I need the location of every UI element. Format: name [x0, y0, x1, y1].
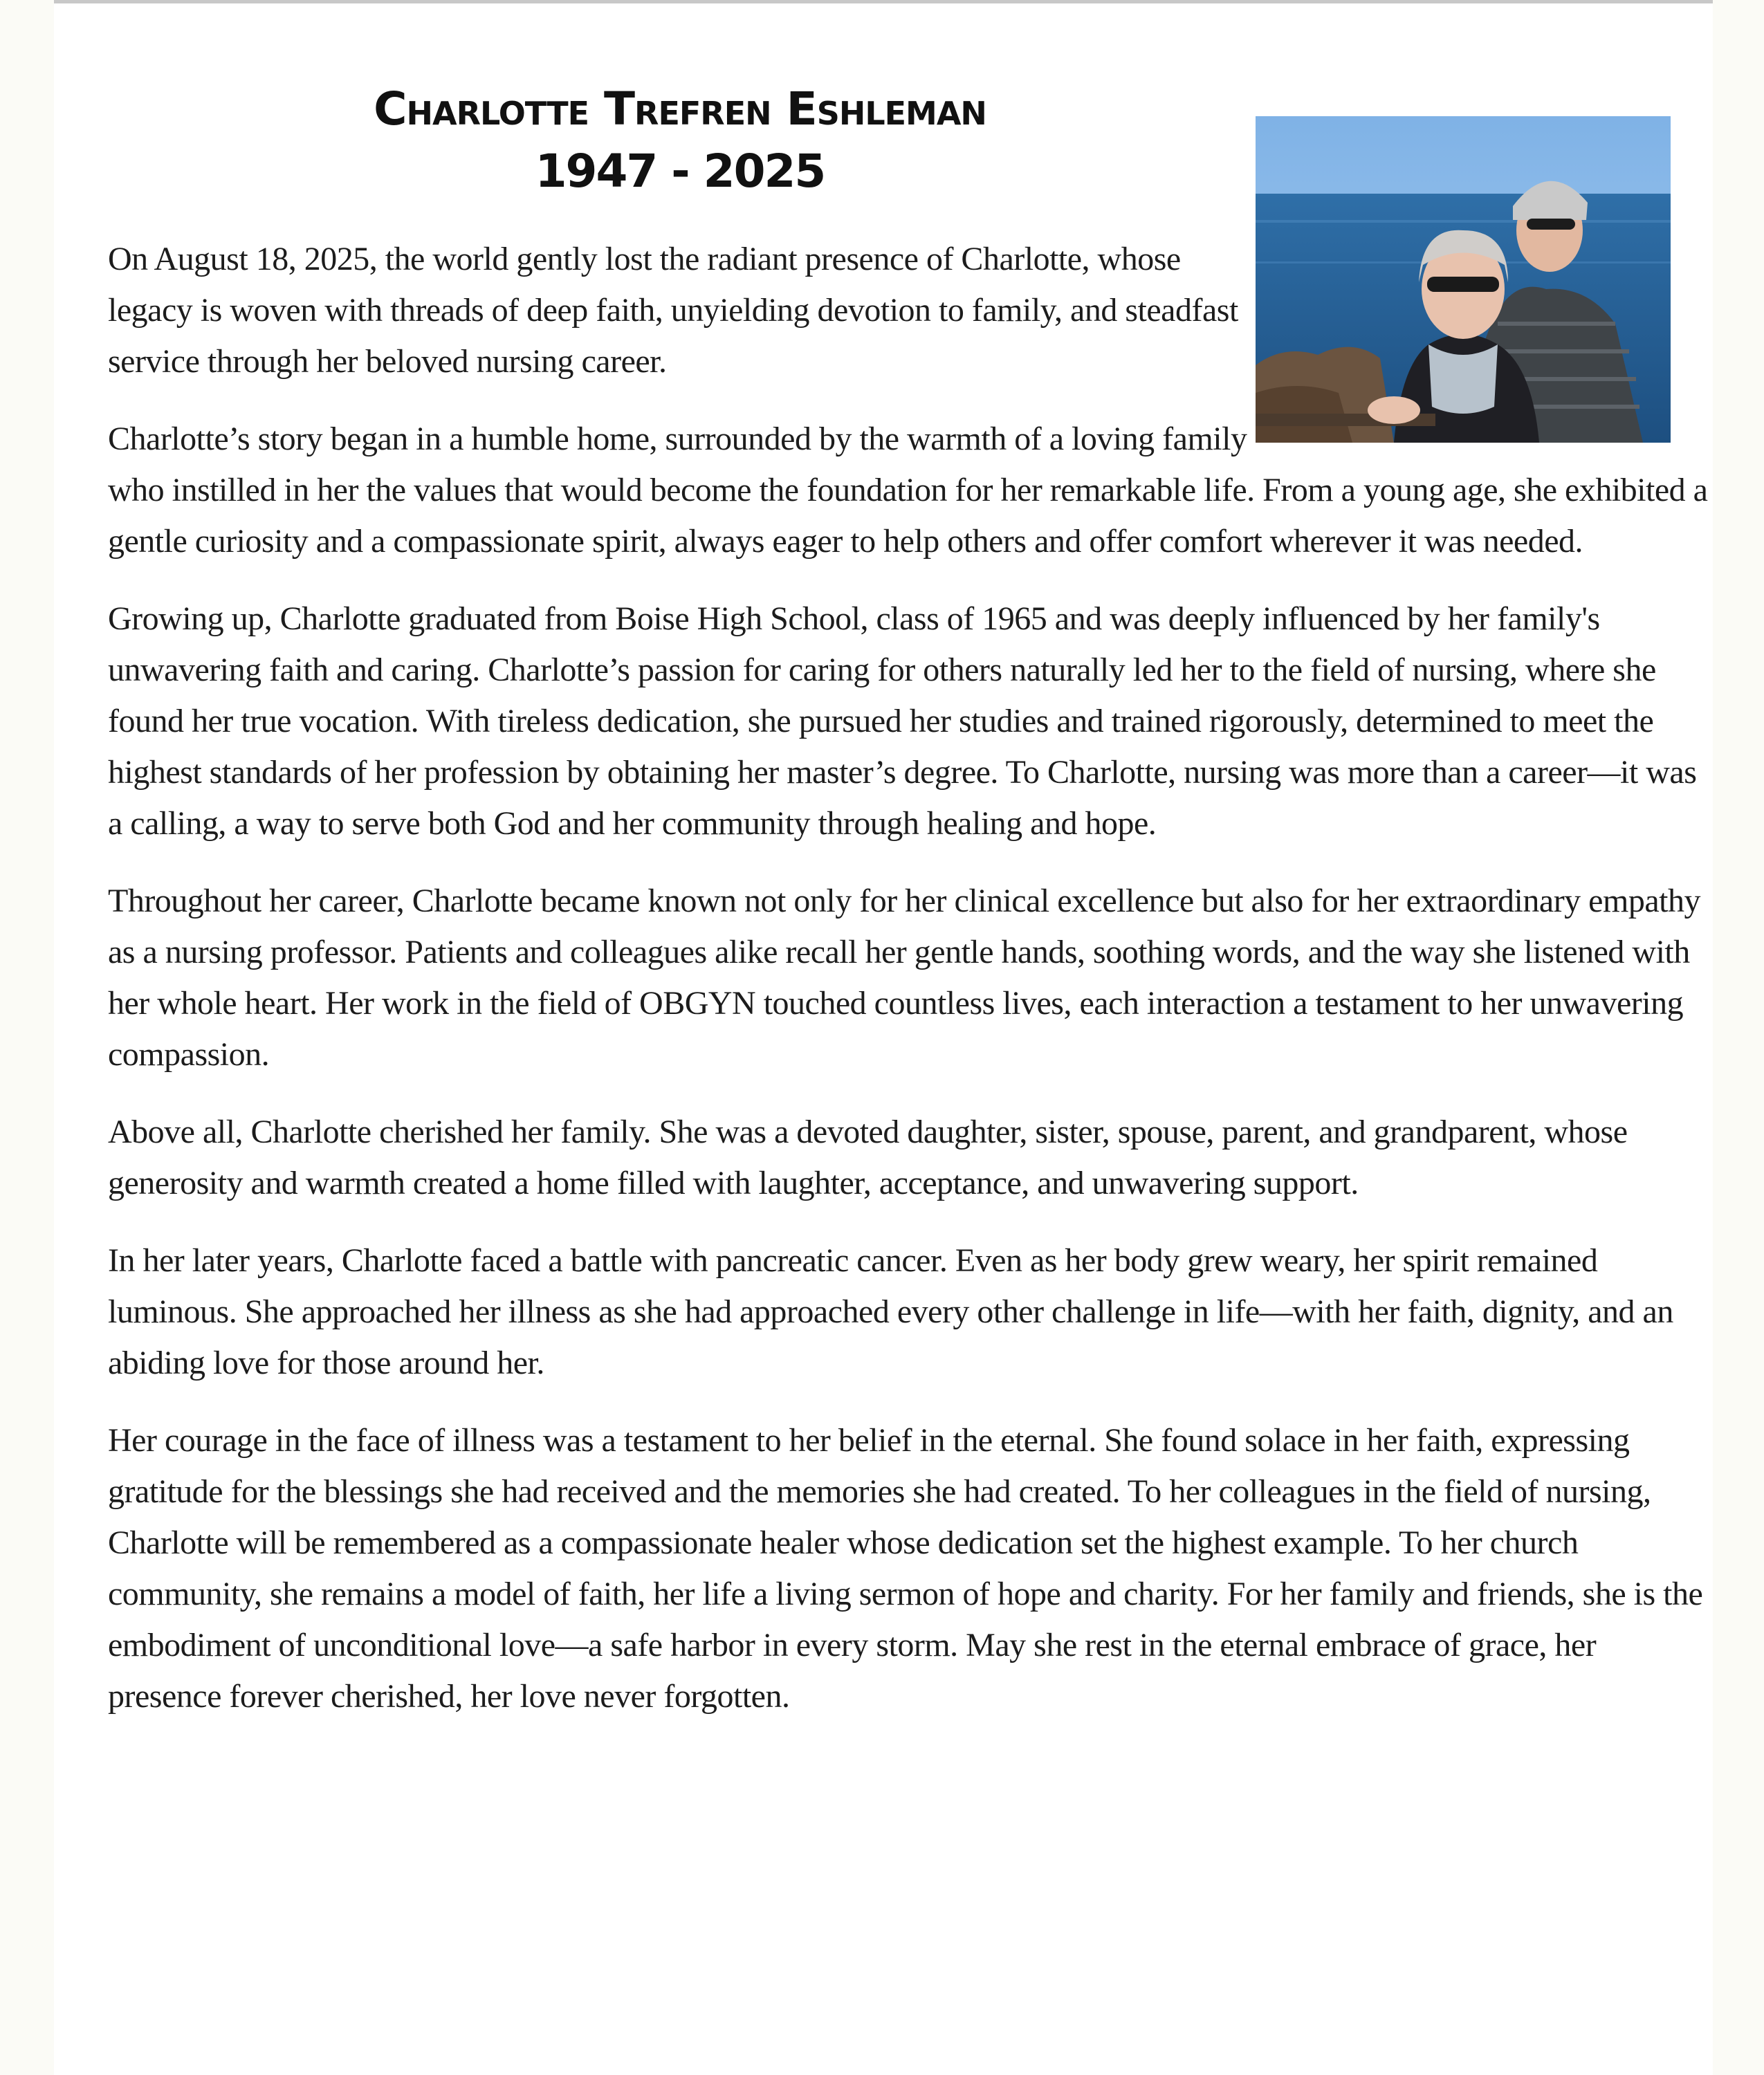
obituary-body: [108, 234, 1713, 1749]
top-divider: [54, 0, 1713, 3]
paragraph: Above all, Charlotte cherished her family. She was a devoted daughter, sister, spouse, parent, and grandparent, whose generosity and warmth created a home filled with laughter, acceptance, and unwavering support.: [108, 1114, 1628, 1201]
obituary-name: Charlotte Trefren Eshleman: [374, 82, 986, 136]
paragraph: In her later years, Charlotte faced a battle with pancreatic cancer. Even as her body grew weary, her spirit remained luminous. She approached her illness as she had approached every other challenge in life—with her faith, dignity, and an abiding love for those around her.: [108, 1242, 1673, 1381]
paragraph: Growing up, Charlotte graduated from Boise High School, class of 1965 and was deeply influenced by her family's unwavering faith and caring. Charlotte’s passion for caring for others naturally led her to the field of nursing, where she found her true vocation. With tireless dedication, she pursued her studies and trained rigorously, determined to meet the highest standards of her profession by obtaining her master’s degree. To Charlotte, nursing was more than a career—it was a calling, a way to serve both God and her community through healing and hope.: [108, 600, 1697, 842]
photo-wrap-spacer: [1256, 234, 1713, 452]
paragraph: On August 18, 2025, the world gently lost the radiant presence of Charlotte, whose legacy is woven with threads of deep faith, unyielding devotion to family, and steadfast service through her beloved nursing career.: [108, 241, 1238, 380]
paragraph: Charlotte’s story began in a humble home, surrounded by the warmth of a loving family who instilled in her the values that would become the foundation for her remarkable life. From a young age, she exhibited a gentle curiosity and a compassionate spirit, always eager to help others and offer comfort wherever it was needed.: [108, 421, 1708, 560]
obituary-years: 1947 - 2025: [535, 145, 825, 198]
obituary-page: [54, 0, 1713, 2075]
paragraph: Her courage in the face of illness was a testament to her belief in the eternal. She found solace in her faith, expressing gratitude for the blessings she had received and the memories she had created. To her colleagues in the field of nursing, Charlotte will be remembered as a compassionate healer whose dedication set the highest example. To her church community, she remains a model of faith, her life a living sermon of hope and charity. For her family and friends, she is the embodiment of unconditional love—a safe harbor in every storm. May she rest in the eternal embrace of grace, her presence forever cherished, her love never forgotten.: [108, 1422, 1703, 1715]
paragraph: Throughout her career, Charlotte became known not only for her clinical excellence but also for her extraordinary empathy as a nursing professor. Patients and colleagues alike recall her gentle hands, soothing words, and the way she listened with her whole heart. Her work in the field of OBGYN touched countless lives, each interaction a testament to her unwavering compassion.: [108, 883, 1700, 1073]
